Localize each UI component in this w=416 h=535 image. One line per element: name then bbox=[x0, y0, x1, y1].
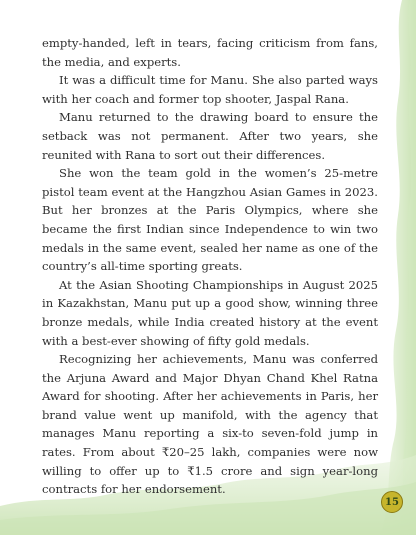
paragraph: At the Asian Shooting Championships in August 2025 in Kazakhstan, Manu put up a good show, winning three bronze medals, while India created history at the event with a best-ever showing of fifty gold medals. bbox=[42, 277, 378, 348]
paragraph: She won the team gold in the women’s 25-metre pistol team event at the Hangzhou Asian Games in 2023. But her bronzes at the Paris Olympics, where she became the first Indian since Independence to win two medals in the same event, sealed her name as one of the country’s all-time sporting greats. bbox=[42, 166, 378, 274]
page-number-badge bbox=[381, 491, 403, 513]
paragraph: Recognizing her achievements, Manu was conferred the Arjuna Award and Major Dhyan Chand Khel Ratna Award for shooting. After her achievements in Paris, her brand value went up manifold, with the agency that manages Manu reporting a six-to seven-fold jump in rates. From about ₹20–25 lakh, companies were now willing to offer up to ₹1.5 crore and sign year-long contracts for her endorsement. bbox=[42, 352, 378, 497]
paragraph: empty-handed, left in tears, facing criticism from fans, the media, and experts. bbox=[42, 36, 378, 69]
page-number: 15 bbox=[385, 496, 399, 508]
paragraph: Manu returned to the drawing board to ensure the setback was not permanent. After two years, she reunited with Rana to sort out their differences. bbox=[42, 110, 378, 162]
paragraph: It was a difficult time for Manu. She also parted ways with her coach and former top shooter, Jaspal Rana. bbox=[42, 73, 378, 106]
body-text bbox=[42, 34, 378, 499]
